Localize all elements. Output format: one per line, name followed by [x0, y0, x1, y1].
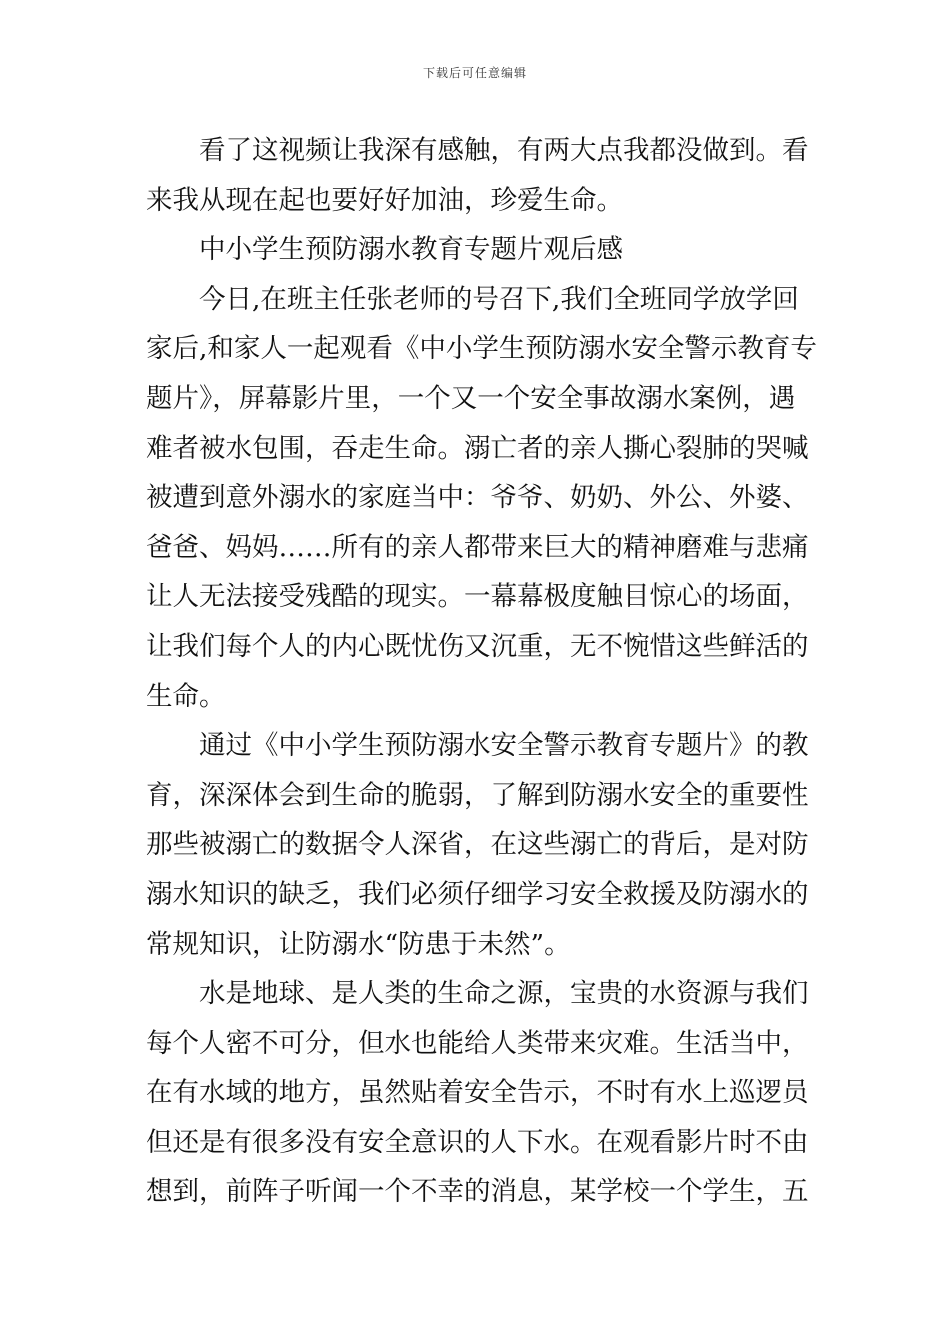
text-line: 那些被溺亡的数据令人深省，在这些溺亡的背后，是对防 [146, 829, 809, 861]
text-line: 育，深深体会到生命的脆弱，了解到防溺水安全的重要性 [146, 779, 809, 811]
text-line: 难者被水包围，吞走生命。溺亡者的亲人撕心裂肺的哭喊 [146, 432, 809, 464]
section-title: 中小学生预防溺水教育专题片观后感 [199, 234, 623, 266]
text-line: 每个人密不可分，但水也能给人类带来灾难。生活当中， [146, 1027, 809, 1059]
text-line: 溺水知识的缺乏，我们必须仔细学习安全救援及防溺水的 [146, 878, 809, 910]
text-line: 来我从现在起也要好好加油，珍爱生命。 [146, 184, 623, 216]
text-line: 让我们每个人的内心既忧伤又沉重，无不惋惜这些鲜活的 [146, 630, 809, 662]
text-line: 水是地球、是人类的生命之源，宝贵的水资源与我们 [199, 978, 809, 1010]
text-line: 让人无法接受残酷的现实。一幕幕极度触目惊心的场面， [146, 581, 809, 613]
text-line: 看了这视频让我深有感触，有两大点我都没做到。看 [199, 135, 809, 166]
text-line: 想到，前阵子听闻一个不幸的消息，某学校一个学生，五 [146, 1176, 809, 1208]
text-line: 但还是有很多没有安全意识的人下水。在观看影片时不由 [146, 1126, 809, 1158]
text-line: 今日,在班主任张老师的号召下,我们全班同学放学回 [199, 283, 799, 315]
text-line: 在有水域的地方，虽然贴着安全告示，不时有水上巡逻员 [146, 1077, 809, 1109]
document-body [146, 126, 817, 1217]
text-line: 生命。 [146, 680, 226, 712]
text-line: 被遭到意外溺水的家庭当中：爷爷、奶奶、外公、外婆、 [146, 482, 809, 514]
text-line: 家后,和家人一起观看《中小学生预防溺水安全警示教育专 [146, 333, 817, 365]
page-header: 下载后可任意编辑 [422, 66, 527, 80]
text-line: 爸爸、妈妈……所有的亲人都带来巨大的精神磨难与悲痛 [146, 531, 809, 563]
text-line: 通过《中小学生预防溺水安全警示教育专题片》的教 [199, 730, 809, 762]
text-line: 常规知识，让防溺水“防患于未然”。 [146, 928, 571, 960]
text-line: 题片》，屏幕影片里，一个又一个安全事故溺水案例，遇 [146, 382, 796, 414]
